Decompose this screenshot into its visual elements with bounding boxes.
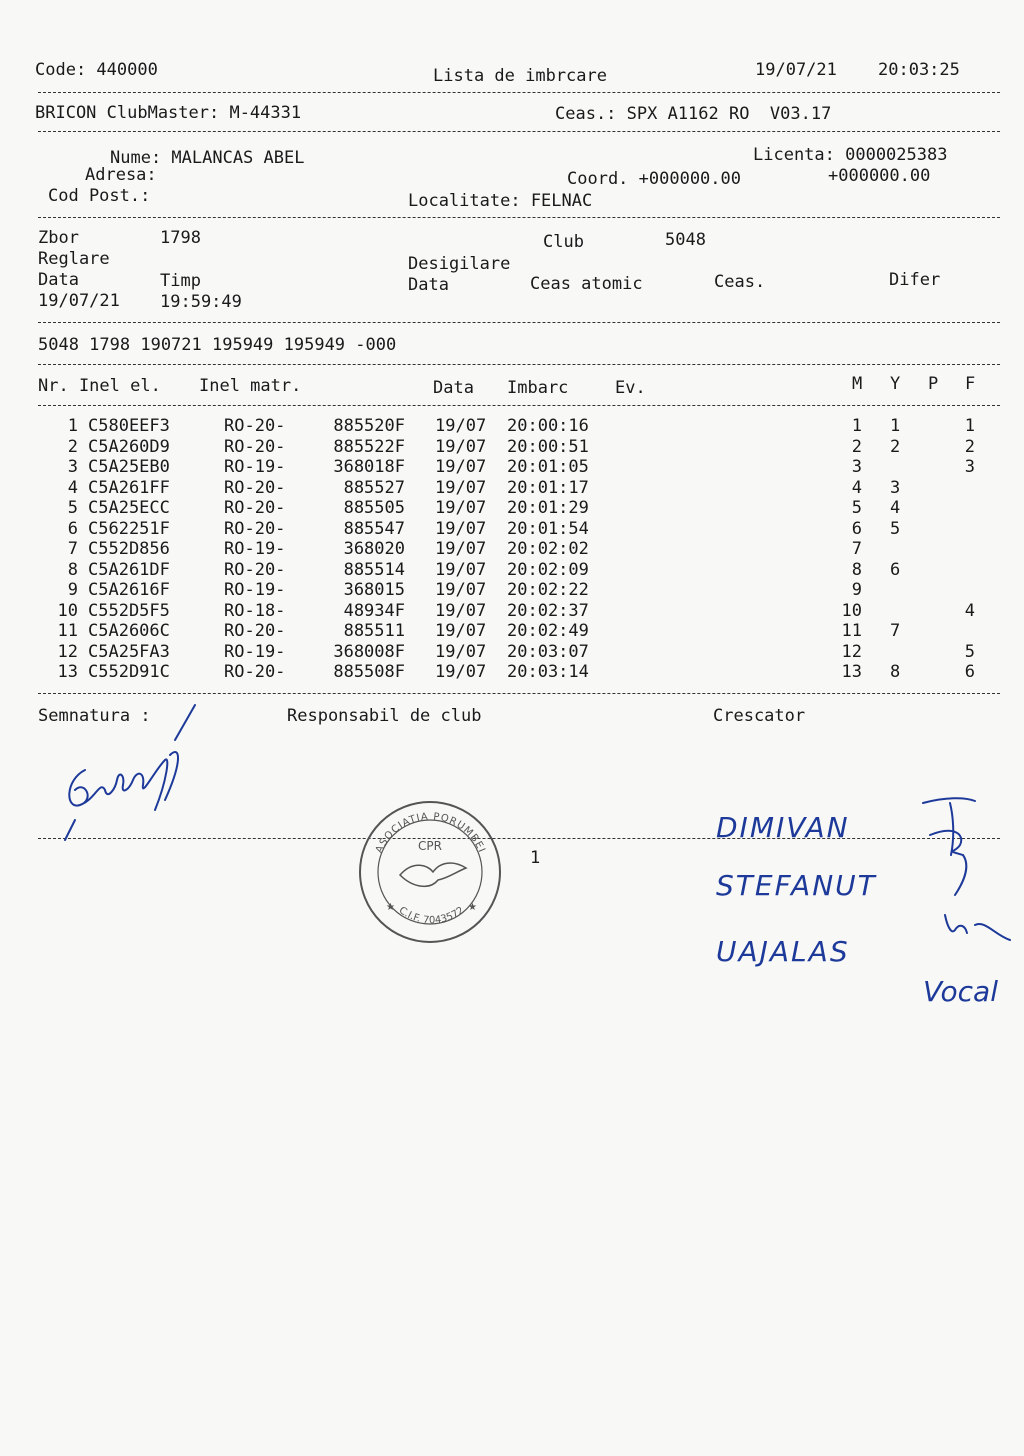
- signature-label: Semnatura :: [38, 706, 151, 726]
- row-ring-number: 368018F: [333, 457, 405, 477]
- row-ring-prefix: RO-20-: [224, 662, 286, 682]
- coordinates: Coord. +000000.00: [567, 169, 741, 189]
- row-y: 4: [890, 498, 901, 518]
- row-ring-prefix: RO-19-: [224, 580, 286, 600]
- row-boarding-time: 20:03:07: [507, 641, 589, 662]
- row-boarding-time: 20:00:51: [507, 436, 589, 457]
- row-date: 19/07: [435, 600, 487, 621]
- row-date: 19/07: [435, 477, 487, 498]
- stamp-top-text: ASOCIATIA PORUMBEI: [373, 811, 488, 855]
- row-ring-prefix: RO-20-: [224, 518, 286, 539]
- row-m: 4: [851, 477, 862, 498]
- summary-line: 5048 1798 190721 195949 195949 -000: [38, 335, 397, 355]
- row-ring-prefix: RO-20-: [224, 416, 286, 436]
- row-ring-prefix: RO-19-: [224, 539, 286, 559]
- row-boarding-time: 20:02:02: [507, 539, 589, 559]
- row-boarding-time: 20:02:09: [507, 559, 589, 580]
- table-row: [0, 457, 1024, 477]
- row-date: 19/07: [435, 662, 487, 682]
- col-nr-inel: Nr. Inel el.: [38, 376, 161, 396]
- club-stamp: [358, 800, 503, 945]
- row-date: 19/07: [435, 621, 487, 641]
- col-inel-matr: Inel matr.: [199, 376, 302, 396]
- row-y: 6: [890, 559, 901, 580]
- clubmaster-label: BRICON ClubMaster: M-44331: [35, 103, 302, 123]
- postal-code-label: Cod Post.:: [48, 186, 151, 206]
- locality: Localitate: FELNAC: [408, 191, 593, 211]
- svg-text:★: ★: [386, 902, 395, 913]
- document-title: Lista de imbrcare: [433, 66, 607, 86]
- row-m: 11: [841, 621, 862, 641]
- signature-scribble: [55, 700, 205, 850]
- row-y: 5: [890, 518, 901, 539]
- address-label: Adresa:: [85, 165, 157, 185]
- row-electronic-ring: C552D91C: [88, 662, 170, 682]
- col-ev: Ev.: [615, 378, 646, 398]
- row-date: 19/07: [435, 518, 487, 539]
- club-label: Club: [543, 232, 584, 252]
- flight-label: Zbor: [38, 228, 79, 248]
- row-ring-number: 885520F: [333, 416, 405, 436]
- row-f: 2: [964, 436, 975, 457]
- owner-name: Nume: MALANCAS ABEL: [110, 148, 305, 168]
- page-number: 1: [530, 848, 541, 868]
- row-ring-number: 368020: [343, 539, 405, 559]
- row-ring-prefix: RO-20-: [224, 621, 286, 641]
- row-ring-number: 885547: [343, 518, 405, 539]
- col-y: Y: [890, 374, 901, 394]
- row-f: 1: [964, 416, 975, 436]
- col-f: F: [965, 374, 976, 394]
- row-f: 3: [964, 457, 975, 477]
- handwritten-name-3: UAJALAS: [716, 935, 850, 968]
- table-row: [0, 539, 1024, 559]
- table-row: [0, 621, 1024, 641]
- row-m: 13: [841, 662, 862, 682]
- row-nr: 5: [67, 498, 78, 518]
- row-date: 19/07: [435, 498, 487, 518]
- row-m: 1: [851, 416, 862, 436]
- flight-number: 1798: [160, 228, 201, 248]
- date-label: Data: [38, 270, 79, 290]
- handwritten-name-2: STEFANUT: [716, 869, 877, 902]
- unsealing-label: Desigilare: [408, 254, 511, 274]
- row-electronic-ring: C5A261DF: [88, 559, 170, 580]
- clock-label: Ceas.: [714, 272, 766, 292]
- col-m: M: [852, 374, 863, 394]
- row-nr: 4: [67, 477, 78, 498]
- col-imbarc: Imbarc: [507, 378, 569, 398]
- row-date: 19/07: [435, 641, 487, 662]
- row-nr: 10: [57, 600, 78, 621]
- table-row: [0, 416, 1024, 436]
- row-m: 8: [851, 559, 862, 580]
- clock-info: Ceas.: SPX A1162 RO V03.17: [555, 104, 832, 124]
- svg-text:C.I.F. 7043572: [397, 905, 467, 926]
- row-boarding-time: 20:02:37: [507, 600, 589, 621]
- row-ring-prefix: RO-20-: [224, 477, 286, 498]
- row-ring-number: 368015: [343, 580, 405, 600]
- table-row: [0, 580, 1024, 600]
- row-electronic-ring: C552D856: [88, 539, 170, 559]
- row-electronic-ring: C5A25EB0: [88, 457, 170, 477]
- row-boarding-time: 20:01:05: [507, 457, 589, 477]
- row-ring-prefix: RO-20-: [224, 436, 286, 457]
- license-number: Licenta: 0000025383: [753, 145, 948, 165]
- print-time: 20:03:25: [878, 60, 960, 80]
- row-boarding-time: 20:03:14: [507, 662, 589, 682]
- col-p: P: [928, 374, 939, 394]
- pigeon-emblem-icon: [400, 863, 466, 886]
- row-ring-prefix: RO-20-: [224, 559, 286, 580]
- table-row: [0, 478, 1024, 498]
- table-row: [0, 498, 1024, 518]
- row-nr: 13: [57, 662, 78, 682]
- row-nr: 11: [57, 621, 78, 641]
- club-number: 5048: [665, 230, 706, 250]
- row-nr: 8: [67, 559, 78, 580]
- row-ring-number: 885505: [343, 498, 405, 518]
- row-ring-number: 48934F: [343, 600, 405, 621]
- adjustment-time: 19:59:49: [160, 292, 242, 312]
- row-nr: 12: [57, 641, 78, 662]
- row-date: 19/07: [435, 416, 487, 436]
- handwritten-name-1: DIMIVAN: [716, 811, 850, 844]
- row-ring-number: 885522F: [333, 436, 405, 457]
- row-m: 7: [851, 539, 862, 559]
- row-boarding-time: 20:00:16: [507, 416, 589, 436]
- row-nr: 2: [67, 436, 78, 457]
- row-electronic-ring: C5A2606C: [88, 621, 170, 641]
- divider: [38, 131, 1000, 132]
- handwritten-name-4: Vocal: [923, 975, 998, 1008]
- adjustment-label: Reglare: [38, 249, 110, 269]
- row-electronic-ring: C5A2616F: [88, 580, 170, 600]
- row-ring-prefix: RO-18-: [224, 600, 286, 621]
- divider: [38, 322, 1000, 323]
- row-electronic-ring: C562251F: [88, 518, 170, 539]
- row-electronic-ring: C5A260D9: [88, 436, 170, 457]
- row-boarding-time: 20:01:54: [507, 518, 589, 539]
- row-nr: 6: [67, 518, 78, 539]
- divider: [38, 693, 1000, 694]
- adjustment-date: 19/07/21: [38, 291, 120, 311]
- row-ring-number: 885514: [343, 559, 405, 580]
- row-date: 19/07: [435, 559, 487, 580]
- row-f: 4: [964, 600, 975, 621]
- row-nr: 7: [67, 539, 78, 559]
- code-label: Code: 440000: [35, 60, 158, 80]
- breeder-label: Crescator: [713, 706, 806, 726]
- table-row: [0, 560, 1024, 580]
- row-f: 5: [964, 641, 975, 662]
- row-nr: 1: [67, 416, 78, 436]
- table-row: [0, 642, 1024, 662]
- row-ring-prefix: RO-19-: [224, 457, 286, 477]
- table-row: [0, 662, 1024, 682]
- time-label: Timp: [160, 271, 201, 291]
- divider: [38, 92, 1000, 93]
- row-ring-number: 368008F: [333, 641, 405, 662]
- row-boarding-time: 20:01:29: [507, 498, 589, 518]
- divider: [38, 217, 1000, 218]
- row-nr: 3: [67, 457, 78, 477]
- row-electronic-ring: C580EEF3: [88, 416, 170, 436]
- row-ring-number: 885527: [343, 477, 405, 498]
- club-responsible-label: Responsabil de club: [287, 706, 482, 726]
- row-m: 5: [851, 498, 862, 518]
- svg-text:★: ★: [468, 902, 477, 913]
- handwritten-initials: [915, 795, 1015, 955]
- row-electronic-ring: C5A25FA3: [88, 641, 170, 662]
- row-nr: 9: [67, 580, 78, 600]
- col-data: Data: [433, 378, 474, 398]
- row-ring-number: 885511: [343, 621, 405, 641]
- divider: [38, 405, 1000, 406]
- row-f: 6: [964, 662, 975, 682]
- row-m: 12: [841, 641, 862, 662]
- row-y: 7: [890, 621, 901, 641]
- row-m: 2: [851, 436, 862, 457]
- row-y: 1: [890, 416, 901, 436]
- divider: [38, 364, 1000, 365]
- row-m: 9: [851, 580, 862, 600]
- row-boarding-time: 20:02:49: [507, 621, 589, 641]
- row-date: 19/07: [435, 539, 487, 559]
- row-date: 19/07: [435, 457, 487, 477]
- row-y: 3: [890, 477, 901, 498]
- table-row: [0, 601, 1024, 621]
- row-electronic-ring: C552D5F5: [88, 600, 170, 621]
- row-m: 3: [851, 457, 862, 477]
- difference-label: Difer: [889, 270, 941, 290]
- print-date: 19/07/21: [755, 60, 837, 80]
- row-electronic-ring: C5A261FF: [88, 477, 170, 498]
- row-boarding-time: 20:02:22: [507, 580, 589, 600]
- atomic-clock-label: Ceas atomic: [530, 274, 643, 294]
- stamp-center-text: CPR: [418, 839, 442, 853]
- row-m: 6: [851, 518, 862, 539]
- unsealing-date-label: Data: [408, 275, 449, 295]
- row-boarding-time: 20:01:17: [507, 477, 589, 498]
- row-y: 8: [890, 662, 901, 682]
- coordinates-2: +000000.00: [828, 166, 931, 186]
- stamp-bottom-text: C.I.F. 7043572: [396, 905, 467, 927]
- row-ring-prefix: RO-20-: [224, 498, 286, 518]
- row-ring-prefix: RO-19-: [224, 641, 286, 662]
- row-ring-number: 885508F: [333, 662, 405, 682]
- row-date: 19/07: [435, 436, 487, 457]
- table-row: [0, 519, 1024, 539]
- row-electronic-ring: C5A25ECC: [88, 498, 170, 518]
- table-row: [0, 437, 1024, 457]
- row-y: 2: [890, 436, 901, 457]
- row-date: 19/07: [435, 580, 487, 600]
- row-m: 10: [841, 600, 862, 621]
